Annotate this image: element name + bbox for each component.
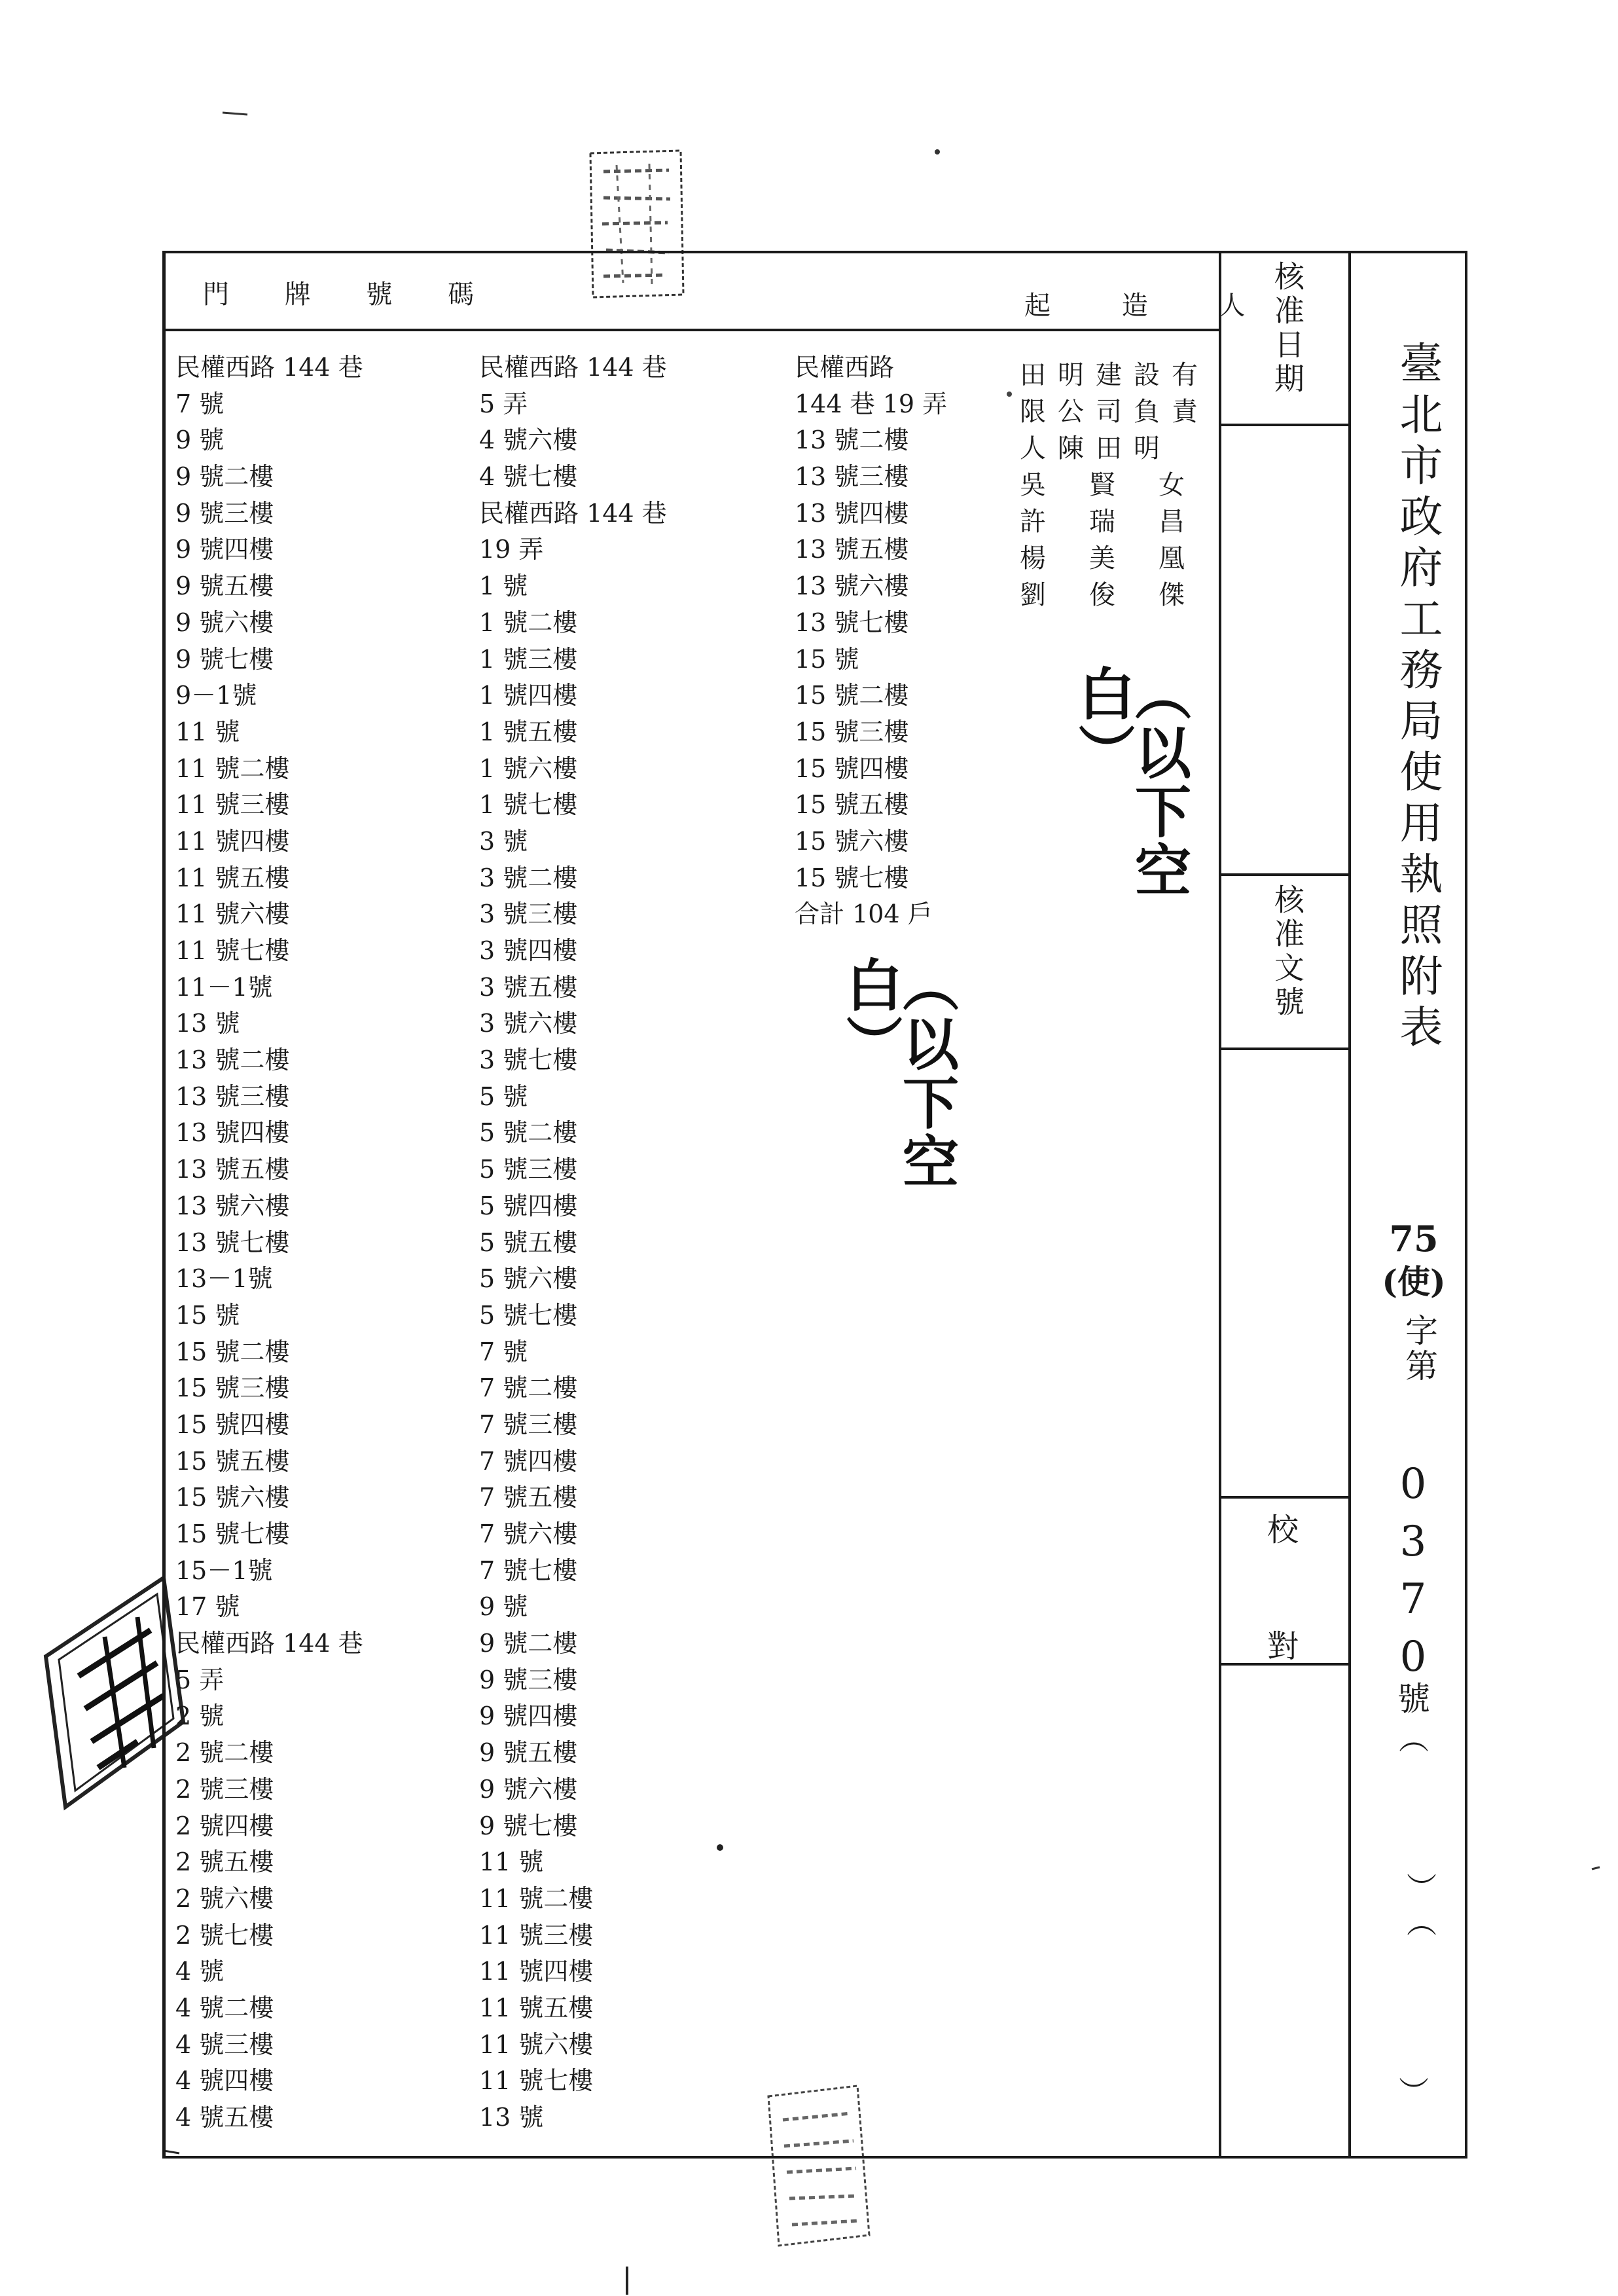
address-entry: 13 號五樓 bbox=[795, 535, 909, 564]
side-rule-4 bbox=[1220, 1496, 1350, 1499]
address-entry: 11 號七樓 bbox=[479, 2066, 594, 2096]
address-entry: 13 號六樓 bbox=[795, 572, 909, 601]
address-entry: 1 號二樓 bbox=[479, 608, 578, 637]
address-entry: 15 號四樓 bbox=[175, 1410, 290, 1439]
address-entry: 7 號四樓 bbox=[479, 1446, 578, 1476]
side-rule-3 bbox=[1220, 1048, 1350, 1050]
address-entry: 11 號七樓 bbox=[175, 936, 290, 965]
address-entry: 13 號四樓 bbox=[175, 1118, 290, 1148]
address-entry: 民權西路 144 巷 bbox=[175, 1629, 363, 1658]
address-entry: 13 號二樓 bbox=[795, 426, 909, 455]
address-entry: 11 號二樓 bbox=[175, 754, 290, 783]
address-column-1 bbox=[175, 350, 363, 2136]
address-entry: 11 號三樓 bbox=[479, 1920, 594, 1950]
address-entry: 2 號三樓 bbox=[175, 1774, 274, 1804]
address-entry: 2 號二樓 bbox=[175, 1738, 274, 1768]
address-entry: 民權西路 bbox=[795, 353, 895, 382]
approval-date-label: 核准日期 bbox=[1270, 261, 1305, 397]
address-entry: 5 號 bbox=[479, 1082, 528, 1111]
address-entry: 4 號二樓 bbox=[175, 1993, 274, 2022]
builder-header: 起 造 人 bbox=[1024, 291, 1277, 321]
address-entry: 7 號 bbox=[175, 389, 225, 418]
header-rule bbox=[162, 329, 1220, 331]
doc-type: (使) bbox=[1382, 1262, 1446, 1301]
address-entry: 19 弄 bbox=[479, 535, 544, 564]
doc-suffix: 號 bbox=[1397, 1680, 1430, 1718]
address-entry: 5 弄 bbox=[175, 1665, 225, 1694]
address-entry: 9 號三樓 bbox=[479, 1665, 578, 1694]
address-entry: 15－1號 bbox=[175, 1556, 273, 1585]
address-entry: 9 號二樓 bbox=[479, 1629, 578, 1658]
address-entry: 4 號六樓 bbox=[479, 426, 578, 455]
address-entry: 9 號五樓 bbox=[479, 1738, 578, 1768]
paren-1: ︵ bbox=[1399, 1721, 1429, 1757]
doc-char: 字第 bbox=[1400, 1313, 1438, 1384]
address-entry: 13 號二樓 bbox=[175, 1046, 290, 1075]
check-label: 校 bbox=[1267, 1512, 1299, 1548]
address-entry: 9 號七樓 bbox=[175, 644, 274, 674]
address-entry: 民權西路 144 巷 bbox=[479, 498, 667, 528]
address-entry: 合計 104 戶 bbox=[795, 900, 933, 929]
address-entry: 15 號五樓 bbox=[175, 1446, 290, 1476]
address-entry: 11 號五樓 bbox=[175, 863, 290, 892]
address-entry: 1 號三樓 bbox=[479, 644, 578, 674]
address-entry: 2 號 bbox=[175, 1702, 225, 1731]
divider-side-title bbox=[1348, 251, 1351, 2159]
address-entry: 15 號三樓 bbox=[795, 717, 909, 746]
address-entry: 15 號七樓 bbox=[795, 863, 909, 892]
address-entry: 17 號 bbox=[175, 1592, 240, 1622]
address-entry: 7 號 bbox=[479, 1337, 528, 1366]
address-entry: 11 號 bbox=[479, 1848, 544, 1877]
address-entry: 13 號 bbox=[175, 1009, 240, 1038]
paren-3: ︶ bbox=[1399, 2075, 1429, 2110]
address-entry: 4 號 bbox=[175, 1957, 225, 1986]
address-entry: 3 號七樓 bbox=[479, 1046, 578, 1075]
address-entry: 9 號四樓 bbox=[479, 1702, 578, 1731]
address-entry: 2 號六樓 bbox=[175, 1884, 274, 1913]
address-entry: 5 號四樓 bbox=[479, 1191, 578, 1220]
address-entry: 11 號 bbox=[175, 717, 240, 746]
blank-mark-addresses: ︵以下空白︶ bbox=[836, 956, 959, 1192]
address-entry: 15 號七樓 bbox=[175, 1520, 290, 1548]
doc-year: 75 bbox=[1389, 1218, 1439, 1260]
builder-person-name: 吳賢女 bbox=[1020, 470, 1228, 500]
builder-person-name: 劉俊傑 bbox=[1020, 580, 1228, 610]
address-entry: 3 號三樓 bbox=[479, 900, 578, 929]
address-entry: 7 號二樓 bbox=[479, 1374, 578, 1403]
address-entry: 11 號六樓 bbox=[175, 900, 290, 929]
address-entry: 民權西路 144 巷 bbox=[175, 353, 363, 382]
address-entry: 9 號四樓 bbox=[175, 535, 274, 564]
address-entry: 2 號七樓 bbox=[175, 1920, 274, 1950]
address-entry: 9 號三樓 bbox=[175, 498, 274, 528]
address-entry: 1 號 bbox=[479, 572, 528, 601]
builder-person-name: 楊美凰 bbox=[1020, 543, 1228, 574]
address-entry: 15 號二樓 bbox=[175, 1337, 290, 1366]
address-entry: 5 號七樓 bbox=[479, 1300, 578, 1330]
address-entry: 9 號 bbox=[479, 1592, 528, 1622]
address-entry: 9 號二樓 bbox=[175, 462, 274, 492]
paren-2: ︶︵ bbox=[1402, 1872, 1437, 1941]
check-label-2: 對 bbox=[1267, 1628, 1299, 1665]
address-entry: 13 號四樓 bbox=[795, 498, 909, 528]
address-entry: 13 號五樓 bbox=[175, 1155, 290, 1184]
address-entry: 11 號四樓 bbox=[175, 826, 290, 856]
address-entry: 5 號二樓 bbox=[479, 1118, 578, 1148]
address-entry: 5 號六樓 bbox=[479, 1264, 578, 1294]
doc-number: 0370 bbox=[1389, 1460, 1437, 1690]
side-rule-1 bbox=[1220, 424, 1350, 426]
address-entry: 11 號三樓 bbox=[175, 790, 290, 820]
address-entry: 15 號三樓 bbox=[175, 1374, 290, 1403]
address-entry: 3 號 bbox=[479, 826, 528, 856]
address-entry: 9 號六樓 bbox=[479, 1774, 578, 1804]
builder-company-line: 田明建設有 bbox=[1020, 360, 1210, 390]
side-rule-2 bbox=[1220, 873, 1350, 876]
address-entry: 15 號六樓 bbox=[175, 1483, 290, 1512]
address-entry: 15 號六樓 bbox=[795, 826, 909, 856]
address-entry: 5 號三樓 bbox=[479, 1155, 578, 1184]
address-entry: 13 號三樓 bbox=[175, 1082, 290, 1111]
approval-doc-label: 核准文號 bbox=[1270, 884, 1305, 1020]
address-entry: 15 號二樓 bbox=[795, 681, 909, 710]
address-entry: 1 號四樓 bbox=[479, 681, 578, 710]
address-entry: 15 號 bbox=[175, 1300, 240, 1330]
address-entry: 13 號三樓 bbox=[795, 462, 909, 492]
address-entry: 3 號二樓 bbox=[479, 863, 578, 892]
address-entry: 15 號四樓 bbox=[795, 754, 909, 783]
address-column-2 bbox=[479, 350, 667, 2136]
address-column-3 bbox=[795, 350, 947, 933]
address-entry: 4 號四樓 bbox=[175, 2066, 274, 2096]
address-entry: 9 號 bbox=[175, 426, 225, 455]
builder-company-line: 限公司負責 bbox=[1020, 397, 1210, 427]
builder-company-line: 人陳田明 bbox=[1020, 433, 1172, 464]
address-entry: 7 號六樓 bbox=[479, 1520, 578, 1548]
address-entry: 11－1號 bbox=[175, 972, 273, 1002]
address-entry: 5 弄 bbox=[479, 389, 528, 418]
form-title: 臺北市政府工務局使用執照附表 bbox=[1392, 340, 1443, 1055]
builder-names bbox=[1020, 357, 1228, 613]
address-entry: 13 號六樓 bbox=[175, 1191, 290, 1220]
address-entry: 5 號五樓 bbox=[479, 1228, 578, 1257]
address-entry: 9 號五樓 bbox=[175, 572, 274, 601]
address-entry: 3 號五樓 bbox=[479, 972, 578, 1002]
address-entry: 13 號七樓 bbox=[795, 608, 909, 637]
address-entry: 11 號二樓 bbox=[479, 1884, 594, 1913]
address-entry: 2 號五樓 bbox=[175, 1848, 274, 1877]
address-entry: 4 號三樓 bbox=[175, 2030, 274, 2059]
builder-person-name: 許瑞昌 bbox=[1020, 507, 1228, 537]
address-entry: 13－1號 bbox=[175, 1264, 273, 1294]
address-entry: 15 號 bbox=[795, 644, 859, 674]
address-entry: 1 號七樓 bbox=[479, 790, 578, 820]
address-entry: 9 號六樓 bbox=[175, 608, 274, 637]
address-entry: 9－1號 bbox=[175, 681, 257, 710]
address-entry: 4 號七樓 bbox=[479, 462, 578, 492]
address-entry: 7 號七樓 bbox=[479, 1556, 578, 1585]
address-entry: 4 號五樓 bbox=[175, 2103, 274, 2132]
blank-mark-builder: ︵以下空白︶ bbox=[1069, 665, 1191, 900]
address-entry: 2 號四樓 bbox=[175, 1811, 274, 1840]
address-entry: 11 號六樓 bbox=[479, 2030, 594, 2059]
address-entry: 7 號五樓 bbox=[479, 1483, 578, 1512]
address-entry: 7 號三樓 bbox=[479, 1410, 578, 1439]
address-entry: 1 號六樓 bbox=[479, 754, 578, 783]
address-entry: 15 號五樓 bbox=[795, 790, 909, 820]
address-entry: 11 號四樓 bbox=[479, 1957, 594, 1986]
address-entry: 144 巷 19 弄 bbox=[795, 389, 948, 418]
door-number-header: 門 牌 號 碼 bbox=[203, 280, 498, 310]
address-entry: 1 號五樓 bbox=[479, 717, 578, 746]
address-entry: 3 號四樓 bbox=[479, 936, 578, 965]
address-entry: 3 號六樓 bbox=[479, 1009, 578, 1038]
address-entry: 13 號 bbox=[479, 2103, 544, 2132]
address-entry: 民權西路 144 巷 bbox=[479, 353, 667, 382]
address-entry: 13 號七樓 bbox=[175, 1228, 290, 1257]
address-entry: 9 號七樓 bbox=[479, 1811, 578, 1840]
address-entry: 11 號五樓 bbox=[479, 1993, 594, 2022]
